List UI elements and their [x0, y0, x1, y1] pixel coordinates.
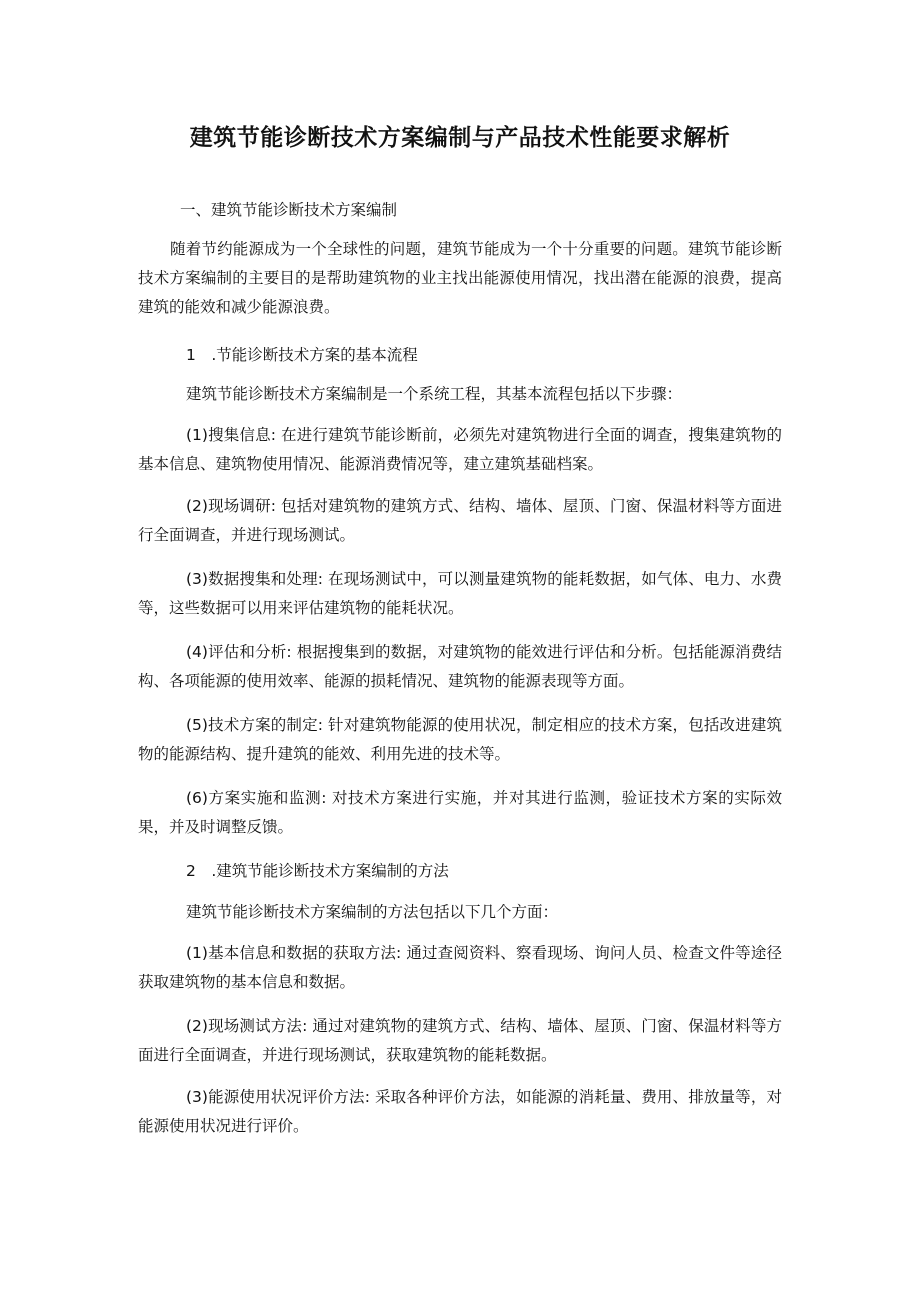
document-title: 建筑节能诊断技术方案编制与产品技术性能要求解析 [189, 125, 731, 151]
list-item: (6)方案实施和监测: 对技术方案进行实施，并对其进行监测，验证技术方案的实际效果，并及时调整反馈。 [138, 789, 782, 836]
section-heading: 一、建筑节能诊断技术方案编制 [180, 201, 398, 219]
list-item: (2)现场调研: 包括对建筑物的建筑方式、结构、墙体、屋顶、门窗、保温材料等方面进行全面调查，并进行现场测试。 [138, 497, 782, 544]
list-item: (2)现场测试方法: 通过对建筑物的建筑方式、结构、墙体、屋顶、门窗、保温材料等方面进行全面调查，并进行现场测试，获取建筑物的能耗数据。 [138, 1017, 782, 1064]
subsection-intro: 建筑节能诊断技术方案编制是一个系统工程，其基本流程包括以下步骤： [186, 385, 683, 403]
list-item: (5)技术方案的制定: 针对建筑物能源的使用状况，制定相应的技术方案，包括改进建筑物的能源结构、提升建筑的能效、利用先进的技术等。 [138, 716, 782, 763]
subsection-intro: 建筑节能诊断技术方案编制的方法包括以下几个方面： [186, 903, 559, 921]
list-item: (3)数据搜集和处理: 在现场测试中，可以测量建筑物的能耗数据，如气体、电力、水费等，这些数据可以用来评估建筑物的能耗状况。 [138, 570, 782, 617]
subsection-heading: 2 .建筑节能诊断技术方案编制的方法 [186, 862, 449, 880]
list-item: (3)能源使用状况评价方法: 采取各种评价方法，如能源的消耗量、费用、排放量等，对能源使用状况进行评价。 [138, 1088, 782, 1135]
list-item: (4)评估和分析: 根据搜集到的数据，对建筑物的能效进行评估和分析。包括能源消费结构、各项能源的使用效率、能源的损耗情况、建筑物的能源表现等方面。 [138, 643, 782, 690]
list-item: (1)基本信息和数据的获取方法: 通过查阅资料、察看现场、询问人员、检查文件等途径获取建筑物的基本信息和数据。 [138, 944, 782, 991]
intro-paragraph: 随着节约能源成为一个全球性的问题，建筑节能成为一个十分重要的问题。建筑节能诊断技术方案编制的主要目的是帮助建筑物的业主找出能源使用情况，找出潜在能源的浪费，提高建筑的能效和减少能源浪费。 [138, 240, 782, 316]
list-item: (1)搜集信息: 在进行建筑节能诊断前，必须先对建筑物进行全面的调查，搜集建筑物的基本信息、建筑物使用情况、能源消费情况等，建立建筑基础档案。 [138, 426, 782, 473]
subsection-heading: 1 .节能诊断技术方案的基本流程 [186, 346, 418, 364]
